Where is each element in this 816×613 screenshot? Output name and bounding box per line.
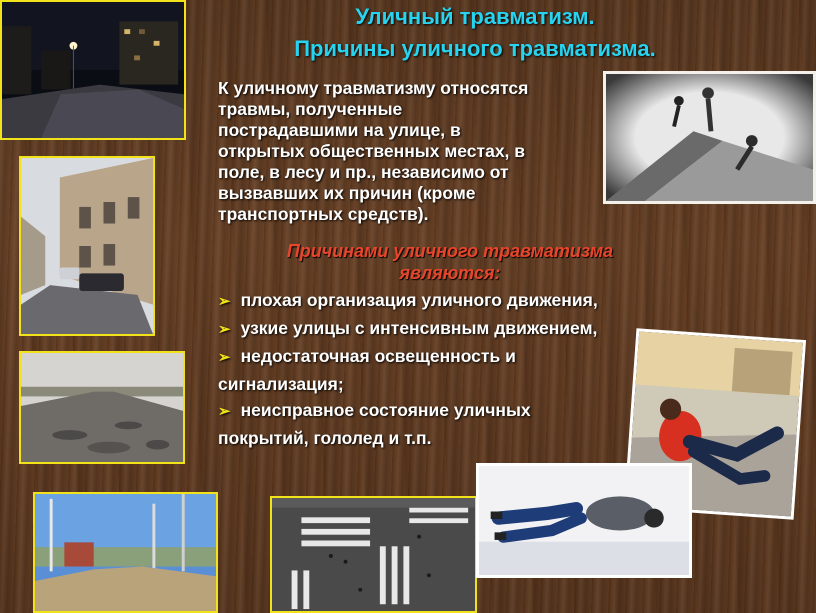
photo-man-slipping [476,463,692,578]
photo-dirt-road [33,492,218,613]
list-item [218,287,678,315]
arrowhead-icon: ➢ [218,293,231,310]
cause-text: неисправное состояние уличных [240,400,531,420]
intro-line: К уличному травматизму относятся [218,78,529,98]
arrowhead-icon: ➢ [218,349,231,366]
page-title [190,4,760,62]
list-item-continuation [218,425,678,451]
causes-heading-line-2: являются: [399,263,501,283]
list-item [218,315,678,343]
cause-text: недостаточная освещенность и [240,346,516,366]
intro-line: травмы, полученные [218,99,403,119]
list-item-continuation [218,371,678,397]
photo-damaged-road [19,351,185,464]
photo-night-street [0,0,186,140]
intro-line: поле, в лесу и пр., независимо от [218,162,509,182]
cause-text: покрытий, гололед и т.п. [218,428,432,448]
cause-text: сигнализация; [218,374,344,394]
title-line-1: Уличный травматизм. [355,4,595,29]
intro-line: пострадавшими на улице, в [218,120,461,140]
intro-line: транспортных средств). [218,204,429,224]
photo-crosswalk [270,496,477,613]
causes-list [218,287,678,451]
causes-heading-line-1: Причинами уличного травматизма [286,241,614,261]
cause-text: плохая организация уличного движения, [240,290,598,310]
cause-text: узкие улицы с интенсивным движением, [240,318,598,338]
intro-line: вызвавших их причин (кроме [218,183,476,203]
list-item [218,397,678,425]
list-item [218,343,678,371]
photo-narrow-street [19,156,155,336]
arrowhead-icon: ➢ [218,321,231,338]
arrowhead-icon: ➢ [218,403,231,420]
photo-parkour [603,71,816,204]
causes-heading [240,240,660,284]
title-line-2: Причины уличного травматизма. [294,36,656,61]
intro-line: открытых общественных местах, в [218,141,526,161]
intro-paragraph [218,78,598,225]
